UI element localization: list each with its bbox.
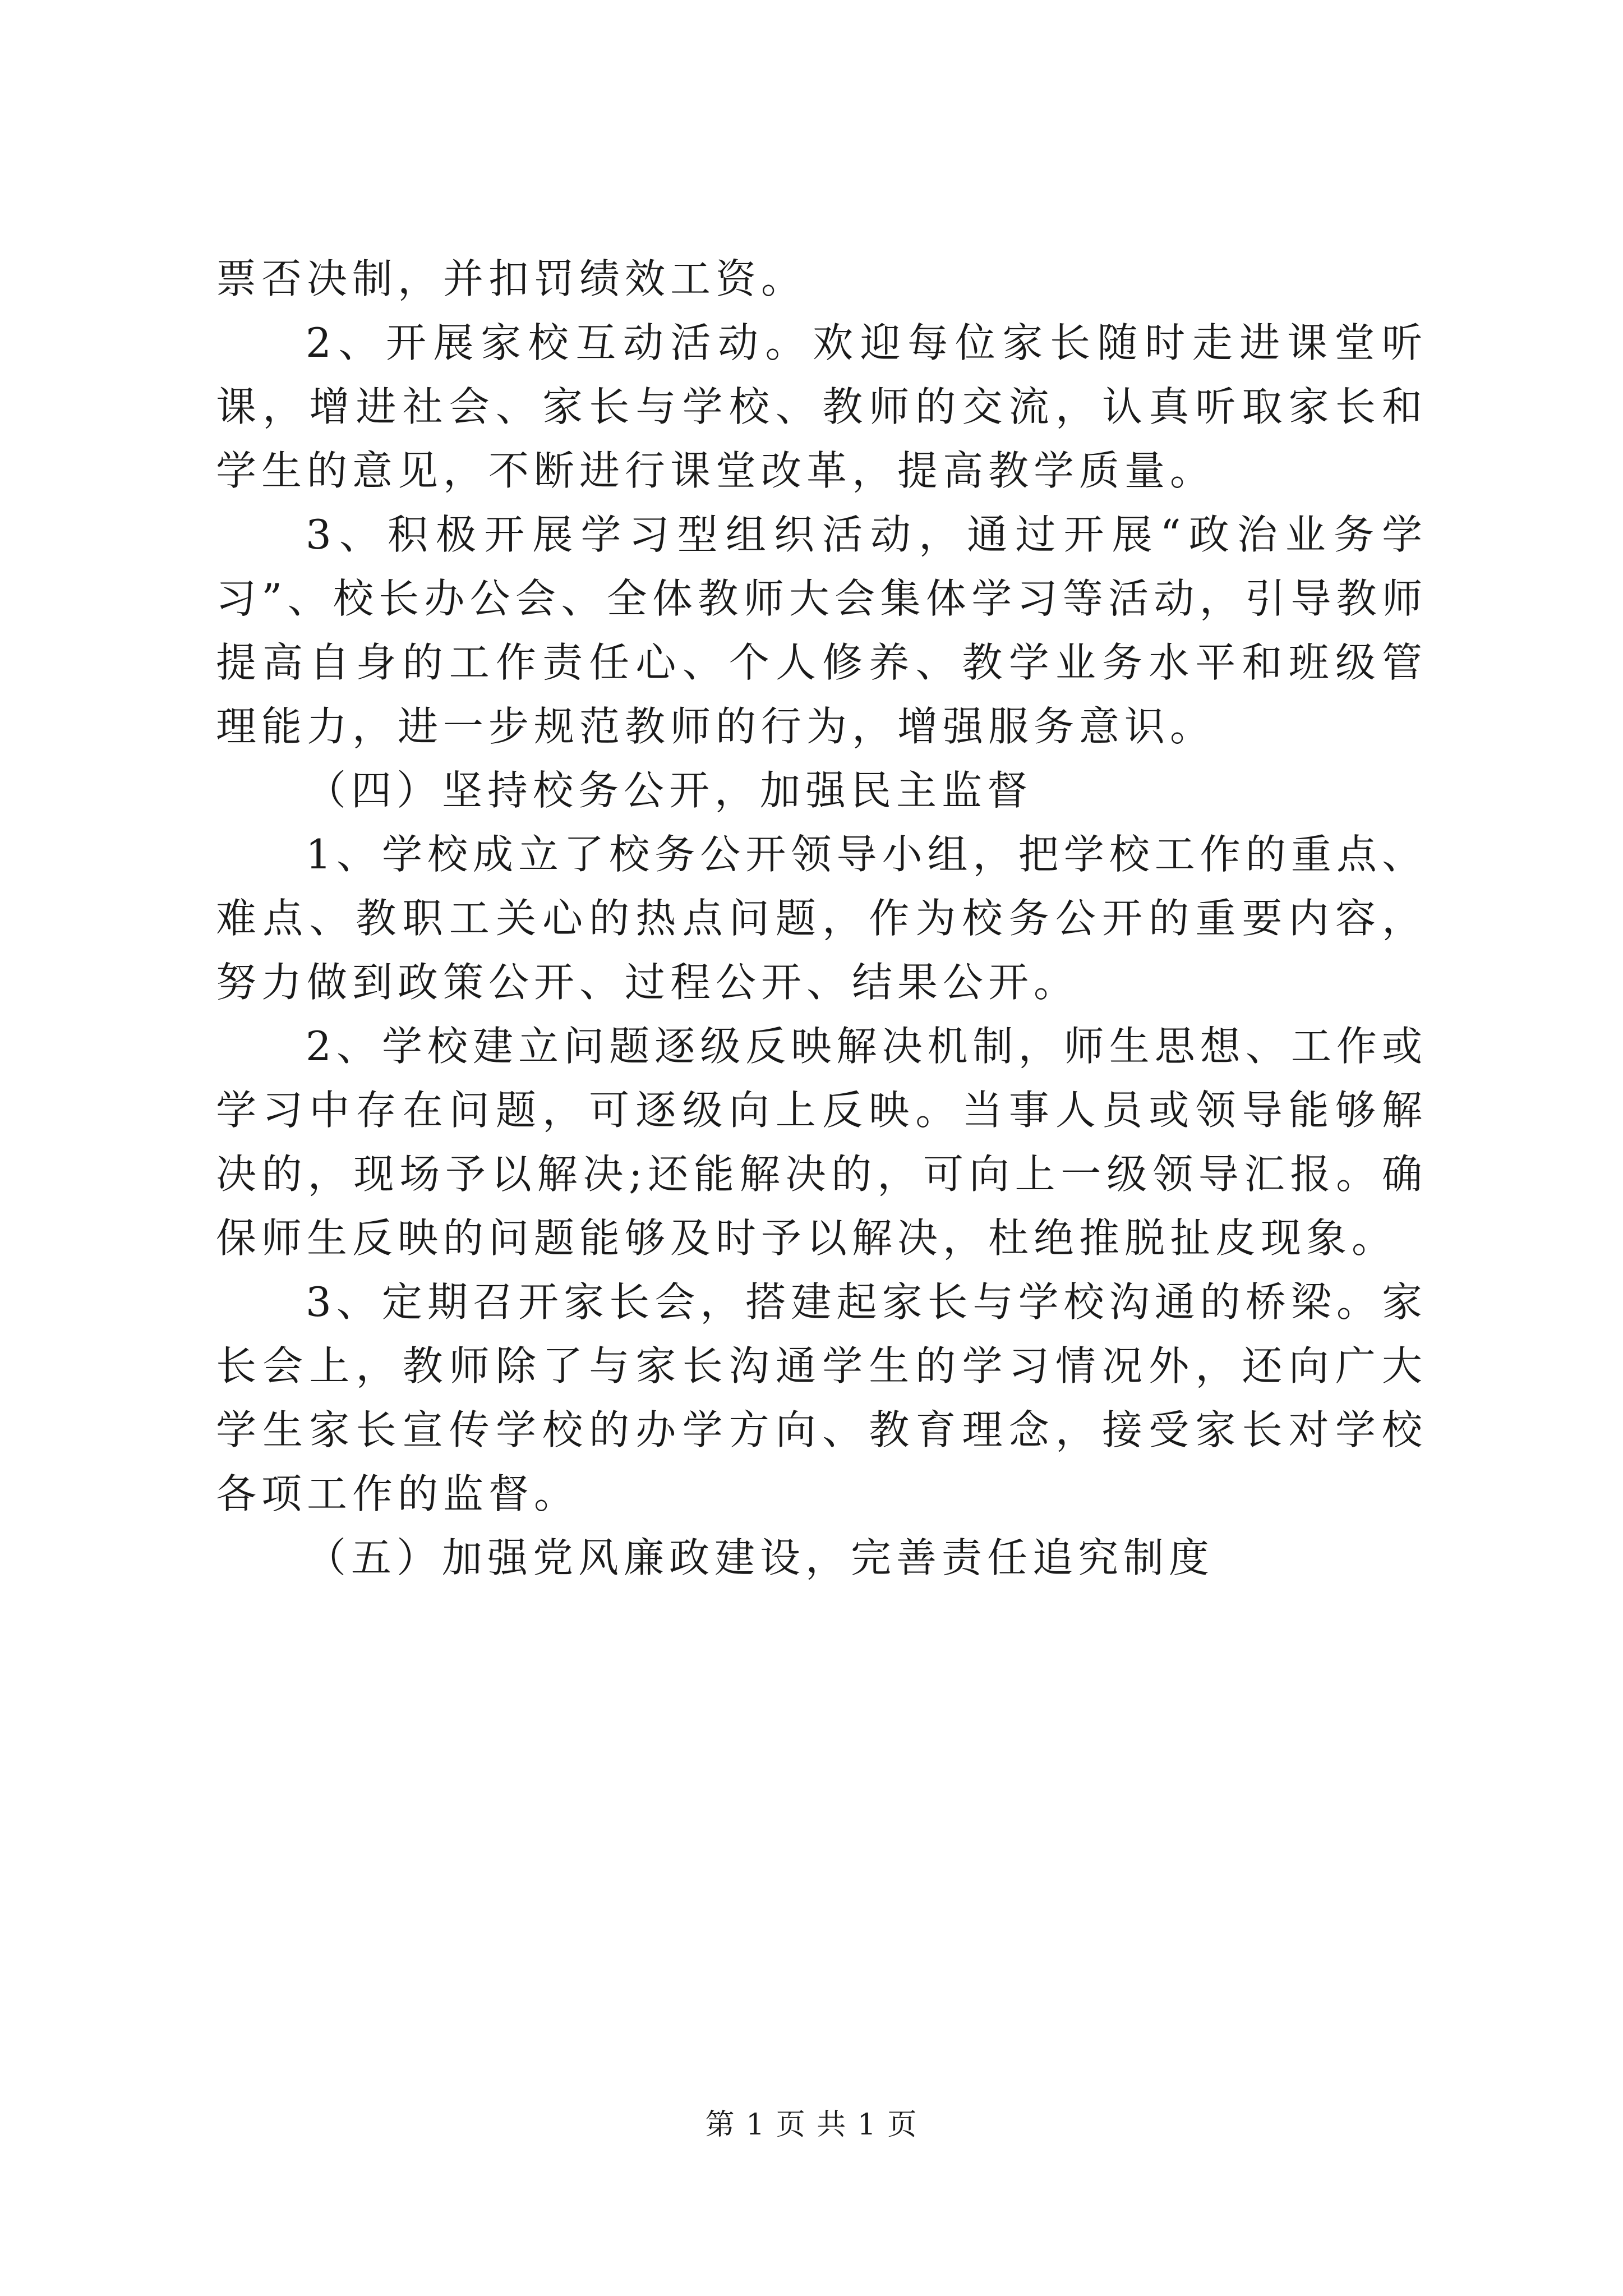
- paragraph-continuation: 票否决制，并扣罚绩效工资。: [216, 255, 807, 302]
- section-heading-5: （五）加强党风廉政建设，完善责任追究制度: [306, 1534, 1215, 1581]
- page-number-footer: 第 1 页 共 1 页: [705, 2108, 918, 2142]
- paragraph-item-1-affairs-open: 1、学校成立了校务公开领导小组，把学校工作的重点、难点、教职工关心的热点问题，作为校务公开的重要内容，努力做到政策公开、过程公开、结果公开。: [216, 831, 1427, 1006]
- paragraph-item-2-issue-mechanism: 2、学校建立问题逐级反映解决机制，师生思想、工作或学习中存在问题，可逐级向上反映。当事人员或领导能够解决的，现场予以解决;还能解决的，可向上一级领导汇报。确保师生反映的问题能够及时予以解决，杜绝推脱扯皮现象。: [216, 1023, 1427, 1262]
- paragraph-item-3-learning-org: 3、积极开展学习型组织活动，通过开展“政治业务学习”、校长办公会、全体教师大会集体学习等活动，引导教师提高自身的工作责任心、个人修养、教学业务水平和班级管理能力，进一步规范教师的行为，增强服务意识。: [216, 511, 1427, 750]
- paragraph-item-2-home-school: 2、开展家校互动活动。欢迎每位家长随时走进课堂听课，增进社会、家长与学校、教师的交流，认真听取家长和学生的意见，不断进行课堂改革，提高教学质量。: [216, 319, 1427, 494]
- document-body: [216, 247, 1427, 1590]
- paragraph-item-3-parent-meeting: 3、定期召开家长会，搭建起家长与学校沟通的桥梁。家长会上，教师除了与家长沟通学生的学习情况外，还向广大学生家长宣传学校的办学方向、教育理念，接受家长对学校各项工作的监督。: [216, 1278, 1427, 1517]
- section-heading-4: （四）坚持校务公开，加强民主监督: [306, 767, 1033, 814]
